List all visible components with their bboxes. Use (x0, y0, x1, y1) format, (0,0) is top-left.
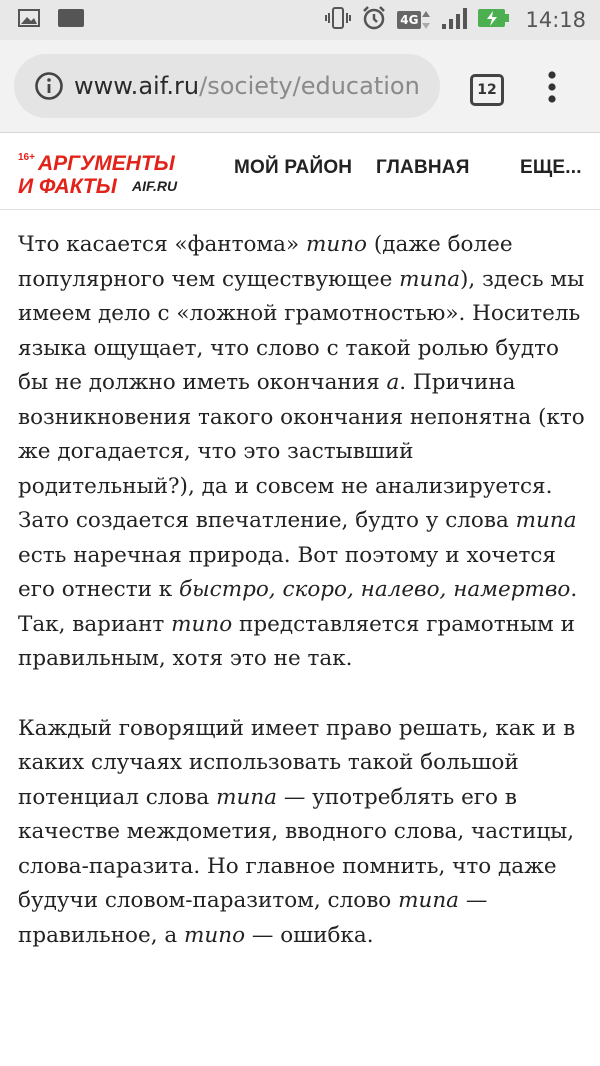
alarm-icon (361, 5, 387, 35)
logo-line2: И ФАКТЫ (18, 175, 117, 195)
url-text[interactable] (74, 72, 420, 100)
status-bar (0, 0, 600, 40)
more-vert-icon[interactable] (542, 70, 562, 104)
keyboard-icon (58, 9, 84, 31)
tabs-icon[interactable] (470, 74, 504, 106)
vibrate-icon (325, 6, 351, 34)
address-bar[interactable] (14, 54, 440, 118)
url-host: www.aif.ru (74, 72, 200, 100)
site-header (0, 133, 600, 210)
browser-toolbar (0, 40, 600, 133)
clock: 14:18 (525, 8, 586, 32)
network-type-label: 4G (397, 11, 421, 29)
nav-my-district[interactable]: МОЙ РАЙОН (234, 157, 353, 178)
article-paragraph-2: Каждый говорящий имеет право решать, как и в каких случаях использовать такой большой потенциал слова типа — употреблять его в качестве междометия, вводного слова, частицы, слова-паразита. Но главное помнить, что даже будучи словом-паразитом, слово типа — правильное, а типо — ошибка. (18, 715, 576, 948)
logo-domain: AIF.RU (132, 178, 178, 194)
logo-line1: АРГУМЕНТЫ (38, 152, 175, 175)
battery-charging-icon (477, 6, 511, 34)
logo-age: 16+ (18, 152, 35, 163)
tab-count: 12 (477, 82, 497, 98)
signal-icon (441, 6, 467, 34)
article-paragraph-1: Что касается «фантома» типо (даже более популярного чем существующее типа), здесь мы имеем дело с «ложной грамотностью». Носитель языка ощущает, что слово с такой ролью будто бы не должно иметь окончания а. Причина возникновения такого окончания непонятна (кто же догадается, что это застывший родительный?), да и совсем не анализируется. Зато создается впечатление, будто у слова типа есть наречная природа. Вот поэтому и хочется его отнести к быстро, скоро, налево, намертво. Так, вариант типо представляется грамотным и правильным, хотя это не так. (18, 232, 585, 671)
image-icon (18, 9, 40, 31)
network-type-icon (397, 9, 431, 31)
article-body (18, 228, 588, 953)
info-icon[interactable] (34, 71, 64, 101)
nav-more[interactable]: ЕЩЕ... (520, 157, 582, 178)
site-logo[interactable] (14, 147, 189, 199)
url-path: /society/education (199, 72, 420, 100)
nav-home[interactable]: ГЛАВНАЯ (376, 157, 470, 178)
